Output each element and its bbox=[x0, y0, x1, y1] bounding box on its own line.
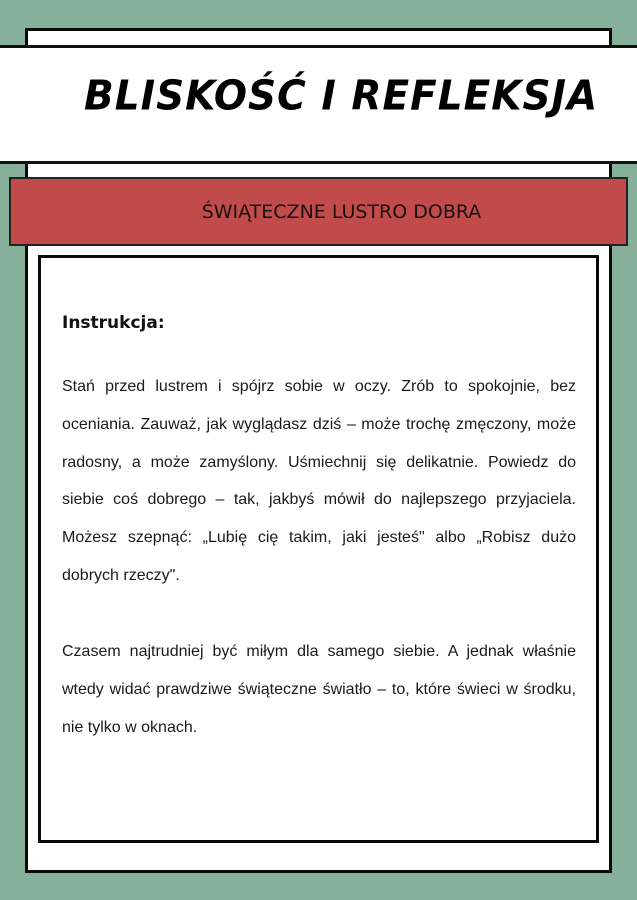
title-banner bbox=[0, 45, 637, 164]
instruction-box bbox=[38, 255, 599, 843]
instruction-label: Instrukcja: bbox=[62, 313, 165, 333]
section-subtitle: ŚWIĄTECZNE LUSTRO DOBRA bbox=[201, 201, 482, 223]
instruction-paragraph-2: Czasem najtrudniej być miłym dla samego siebie. A jednak właśnie wtedy widać prawdziwe świąteczne światło – to, które świeci w środku, nie tylko w oknach. bbox=[62, 643, 576, 736]
subtitle-band bbox=[9, 177, 628, 246]
instruction-paragraph-1: Stań przed lustrem i spójrz sobie w oczy. Zrób to spokojnie, bez oceniania. Zauważ, jak wyglądasz dziś – może trochę zmęczony, może radosny, a może zamyślony. Uśmiechnij się delikatnie. Powiedz do siebie coś dobrego – tak, jakbyś mówił do najlepszego przyjaciela. Możesz szepnąć: „Lubię cię takim, jaki jesteś" albo „Robisz dużo dobrych rzeczy". bbox=[62, 378, 576, 584]
page-title: BLISKOŚĆ I REFLEKSJA bbox=[84, 72, 599, 121]
